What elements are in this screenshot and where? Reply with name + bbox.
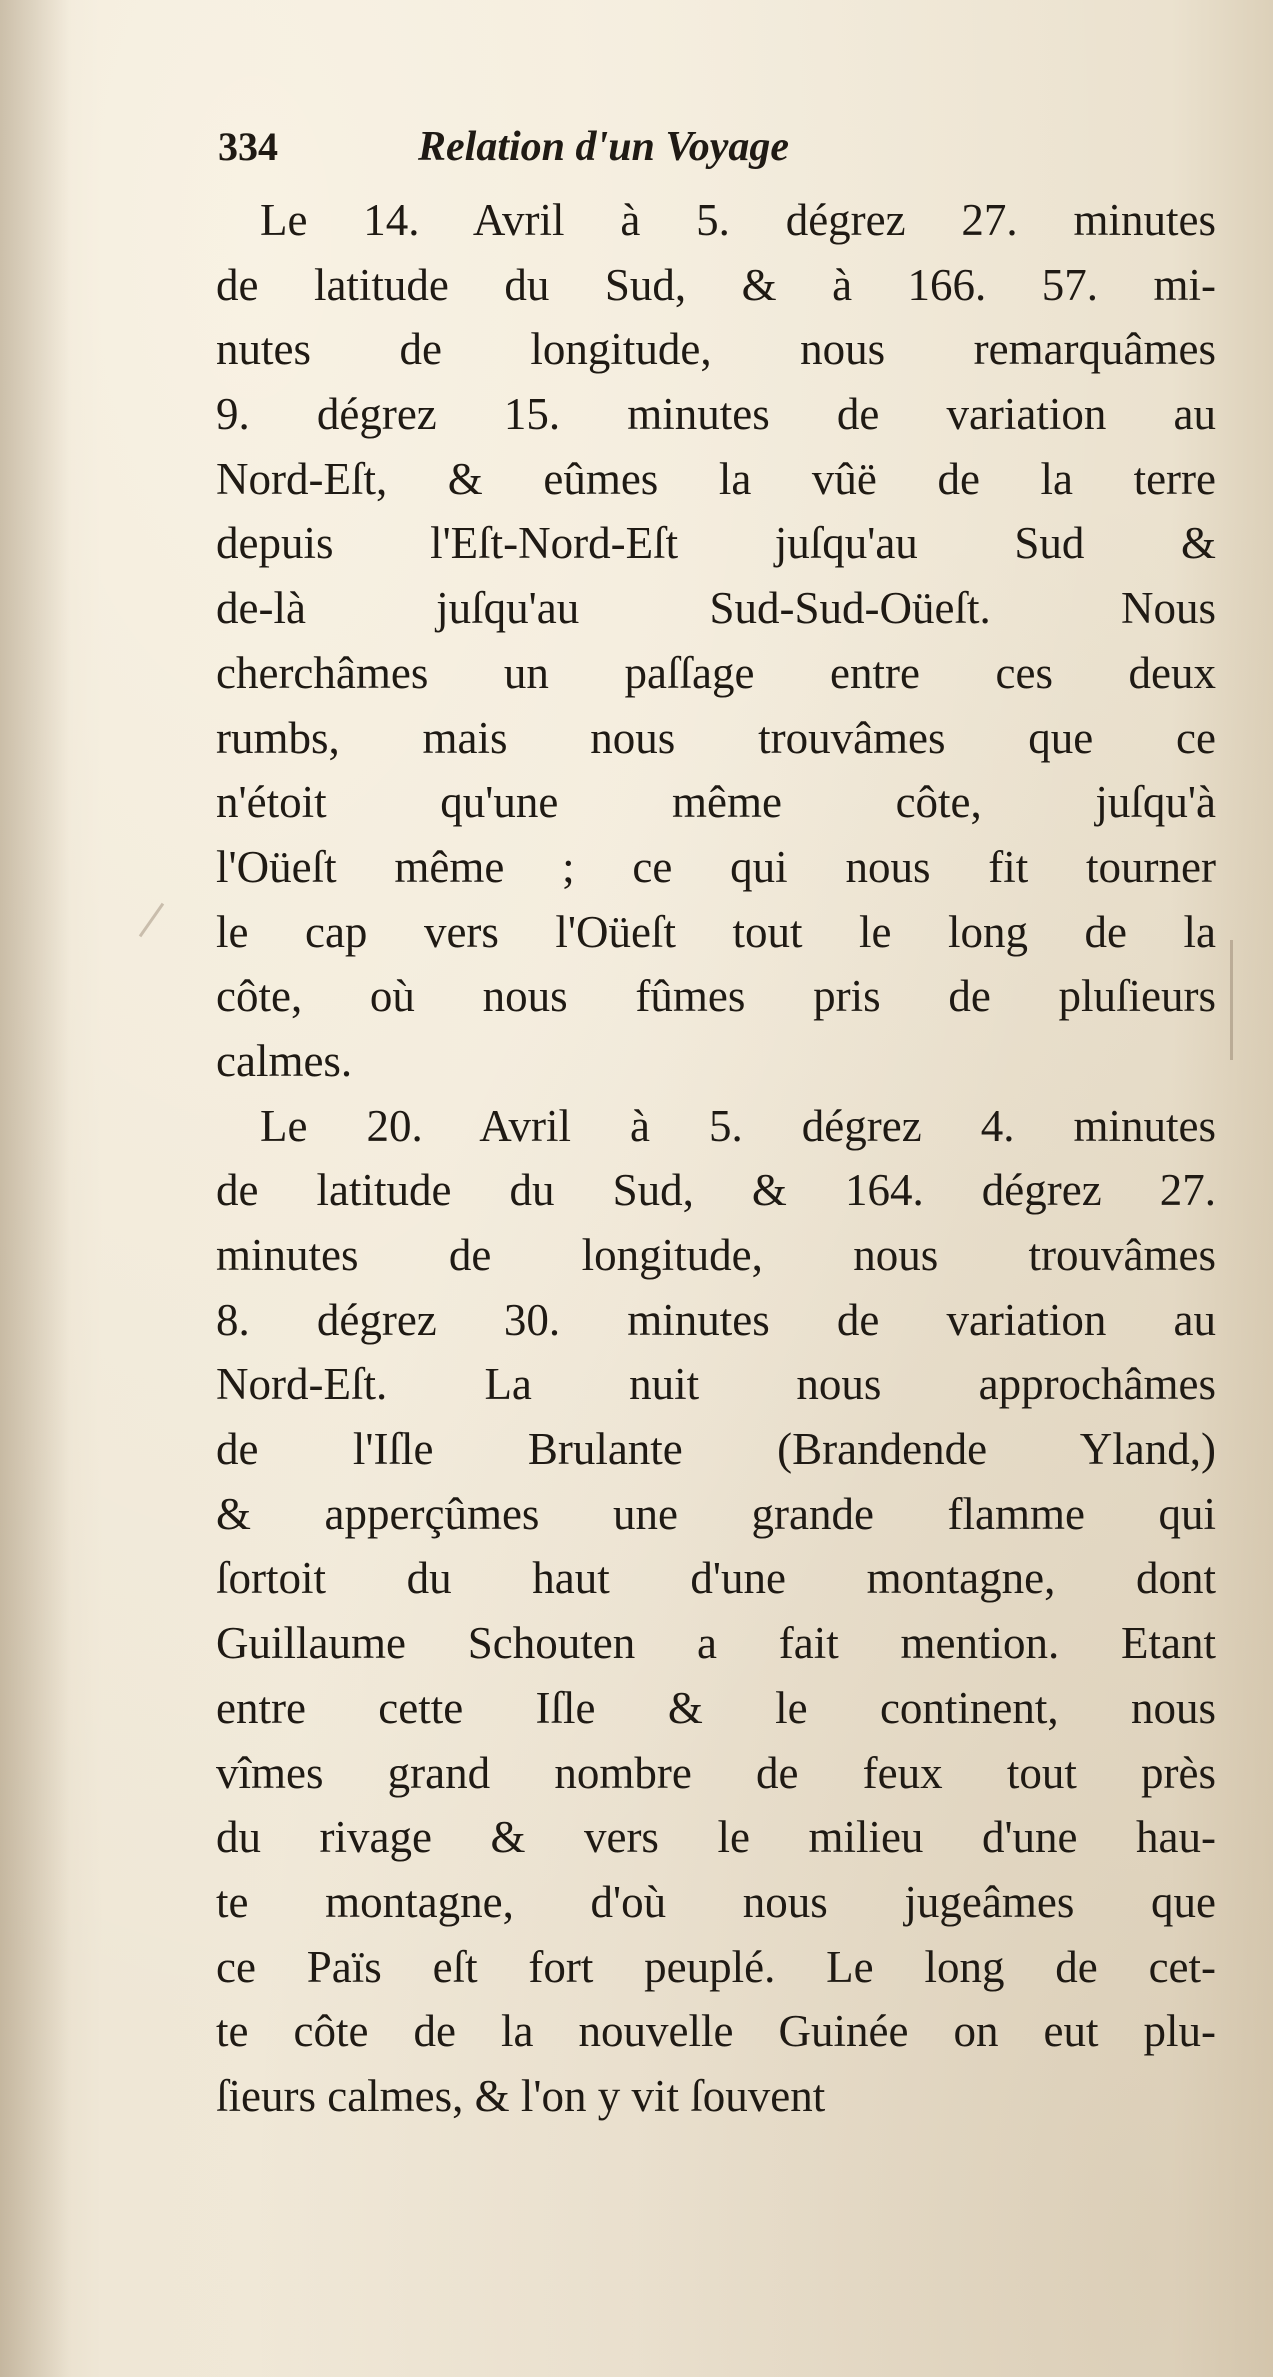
paper-mark: [139, 903, 164, 937]
text-line: depuis l'Eſt-Nord-Eſt juſqu'au Sud &: [216, 518, 1216, 569]
text-line: cherchâmes un paſſage entre ces deux: [216, 647, 1216, 698]
text-line: côte, où nous fûmes pris de pluſieurs: [216, 971, 1216, 1022]
paper-mark: [1230, 940, 1233, 1060]
page-gutter-shadow: [0, 0, 70, 2377]
text-line: Nord-Eſt. La nuit nous approchâmes: [216, 1359, 1216, 1410]
text-line: entre cette Iſle & le continent, nous: [216, 1682, 1216, 1733]
text-line: de latitude du Sud, & 164. dégrez 27.: [216, 1165, 1216, 1216]
text-line: n'étoit qu'une même côte, juſqu'à: [216, 777, 1216, 828]
text-line: & apperçûmes une grande flamme qui: [216, 1488, 1216, 1539]
text-line: du rivage & vers le milieu d'une hau-: [216, 1812, 1216, 1863]
text-line: de l'Iſle Brulante (Brandende Yland,): [216, 1424, 1216, 1475]
body-text: [216, 188, 1216, 2129]
text-line: ce Païs eſt fort peuplé. Le long de cet-: [216, 1941, 1216, 1992]
text-line: rumbs, mais nous trouvâmes que ce: [216, 712, 1216, 763]
text-line: calmes.: [216, 1035, 353, 1086]
text-line: te montagne, d'où nous jugeâmes que: [216, 1876, 1216, 1927]
text-line: Le 14. Avril à 5. dégrez 27. minutes: [260, 195, 1216, 245]
text-line: ſortoit du haut d'une montagne, dont: [216, 1553, 1216, 1604]
text-line: de latitude du Sud, & à 166. 57. mi-: [216, 259, 1216, 310]
text-line: Guillaume Schouten a fait mention. Etant: [216, 1618, 1216, 1669]
running-head: [218, 112, 1018, 182]
text-line: de-là juſqu'au Sud-Sud-Oüeſt. Nous: [216, 583, 1216, 634]
text-line: 9. dégrez 15. minutes de variation au: [216, 389, 1216, 440]
text-line: minutes de longitude, nous trouvâmes: [216, 1230, 1216, 1280]
running-title: Relation d'un Voyage: [418, 124, 790, 170]
page-number: 334: [218, 124, 278, 169]
text-line: Le 20. Avril à 5. dégrez 4. minutes: [260, 1100, 1216, 1151]
text-line: Nord-Eſt, & eûmes la vûë de la terre: [216, 453, 1216, 504]
text-line: vîmes grand nombre de feux tout près: [216, 1747, 1216, 1798]
text-line: ſieurs calmes, & l'on y vit ſouvent: [216, 2070, 826, 2121]
text-line: 8. dégrez 30. minutes de variation au: [216, 1294, 1216, 1345]
text-line: le cap vers l'Oüeſt tout le long de la: [216, 906, 1216, 957]
text-line: te côte de la nouvelle Guinée on eut plu-: [216, 2006, 1216, 2057]
text-line: l'Oüeſt même ; ce qui nous fit tourner: [216, 841, 1216, 892]
text-line: nutes de longitude, nous remarquâmes: [216, 324, 1216, 375]
